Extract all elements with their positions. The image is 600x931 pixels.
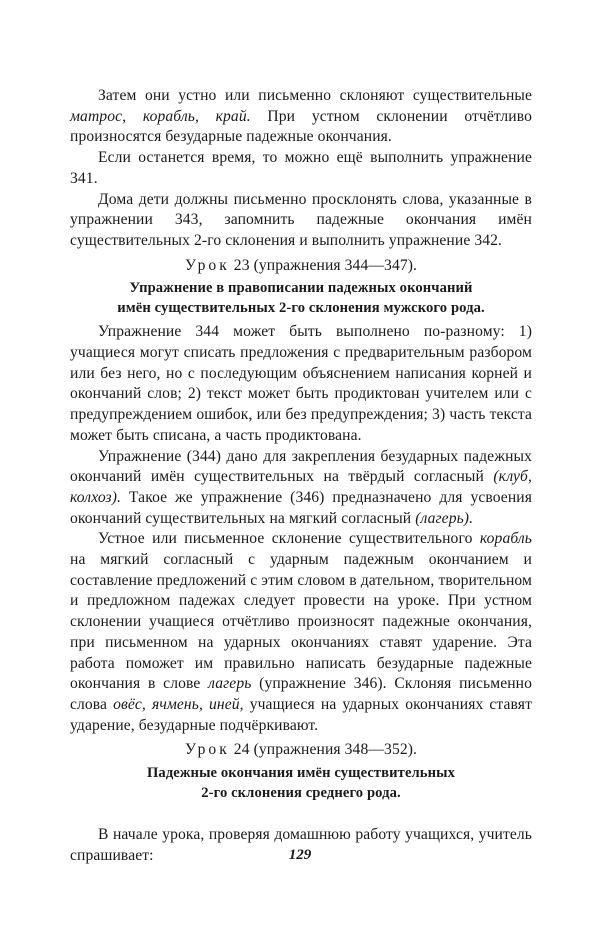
- lesson-24-heading: Падежные окончания имён существительных 2-го склонения среднего рода.: [146, 765, 456, 802]
- paragraph-4: Упражнение 344 может быть выполнено по-разному: 1) учащиеся могут списать предложения с предварительным разбором или без него, но с последующим объяснением написания корней и окончаний слов; 2) текст может быть продиктован учителем или с предупреждением ошибок, или без предупреждения; 3) часть текста может быть списана, а часть продиктована.: [70, 323, 532, 444]
- paragraph-6: Устное или письменное склонение существительного корабль на мягкий согласный с ударным падежным окончанием и составление предложений с этим словом в дательном, творительном и предложном падежах следует провести на уроке. При устном склонении учащиеся отчётливо произносят падежные окончания, при письменном на ударных окончаниях ставят ударение. Эта работа поможет им правильно написать безударные падежные окончания в слове лагерь (упражнение 346). Склоняя письменно слова овёс, ячмень, иней, учащиеся на ударных окончаниях ставят ударение, безударные подчёркивают.: [70, 530, 533, 734]
- page-number: 129: [288, 847, 312, 863]
- paragraph-1: Затем они устно или письменно склоняют существительные матрос, корабль, край. При устном склонении отчётливо произносятся безударные падежные окончания.: [70, 87, 533, 146]
- paragraph-5: Упражнение (344) дано для закрепления безударных падежных окончаний имён существительных на твёрдый согласный (клуб, колхоз). Такое же упражнение (346) предназначено для усвоения окончаний существительных на мягкий согласный (лагерь).: [70, 447, 532, 527]
- lesson-24-title: Урок 24 (упражнения 348—352).: [184, 741, 418, 759]
- text-column: [70, 86, 532, 867]
- paragraph-3: Дома дети должны письменно просклонять слова, указанные в упражнении 343, запомнить падежные окончания имён существительных 2-го склонения и выполнить упражнение 342.: [70, 190, 532, 249]
- lesson-23-heading: Упражнение в правописании падежных окончаний имён существительных 2-го склонения мужского рода.: [117, 280, 485, 317]
- lesson-23-title: Урок 23 (упражнения 344—347).: [184, 256, 418, 274]
- paragraph-7: В начале урока, проверяя домашнюю работу учащихся, учитель спрашивает:: [70, 826, 532, 864]
- italic-words: матрос, корабль, край.: [70, 107, 251, 125]
- paragraph-2: Если останется время, то можно ещё выполнить упражнение 341.: [70, 149, 532, 187]
